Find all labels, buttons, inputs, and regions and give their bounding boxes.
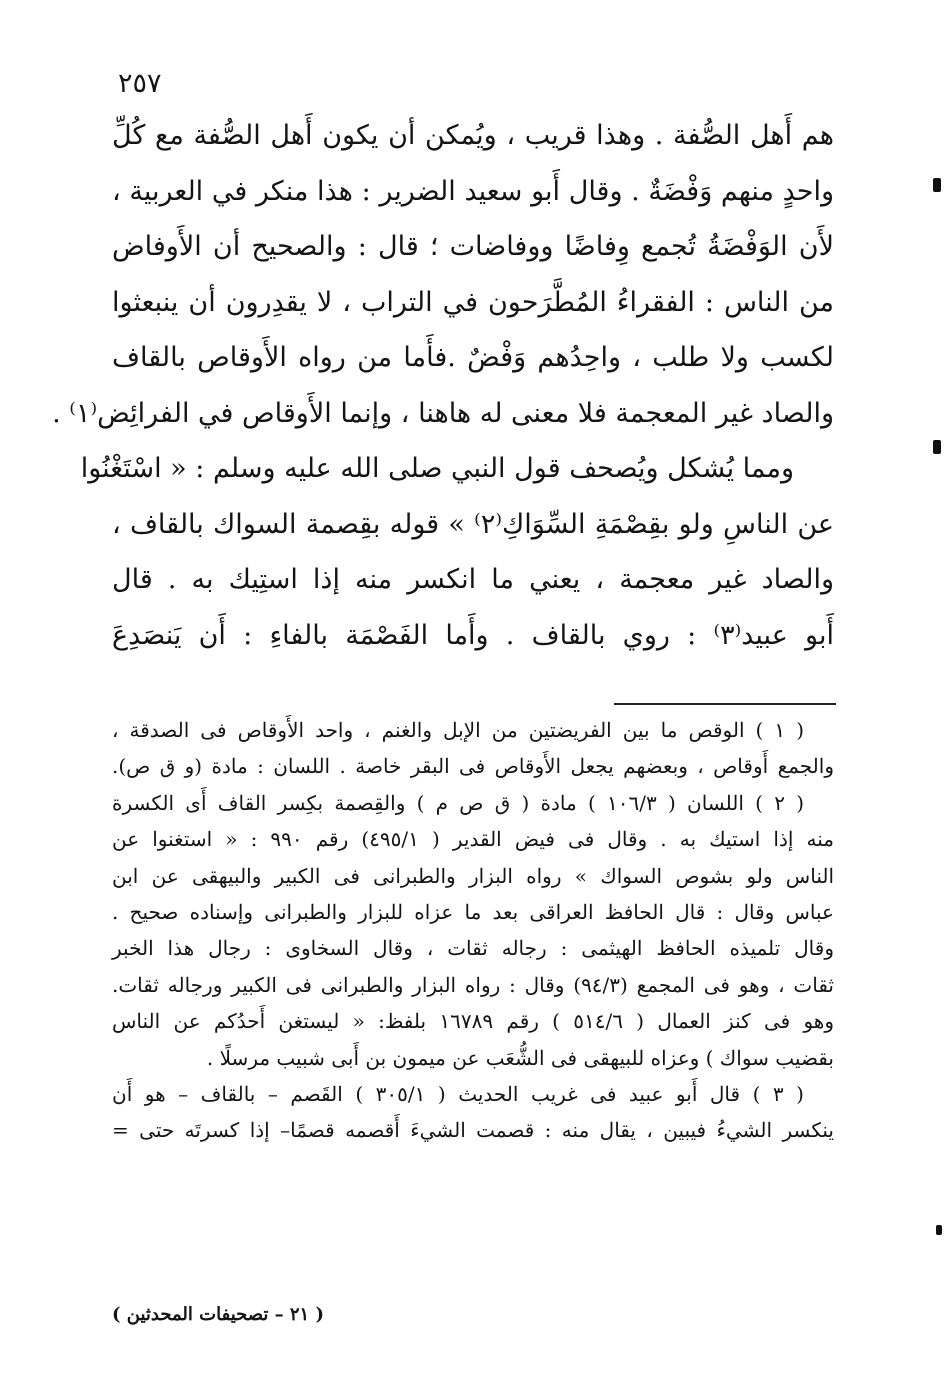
- margin-mark: [933, 440, 941, 454]
- footnote-separator: [614, 703, 836, 705]
- footnote-line: ينكسر الشيءُ فيبين ، يقال منه : قصمت الشيءَ أَقصمه قصمًا– إذا كسرتَه حتى =: [112, 1118, 834, 1143]
- footnotes-block: [112, 712, 834, 1149]
- footnote-line: بقضيب سواك ) وعزاه للبيهقى فى الشُّعَب عن ميمون بن أَبى شبيب مرسلًا .: [206, 1045, 834, 1070]
- main-text-line: واحدٍ منهم وَفْضَةٌ . وقال أَبو سعيد الضرير : هذا منكر في العربية ،: [112, 175, 834, 207]
- footnote-line: والجمع أَوقاص ، وبعضهم يجعل الأَوقاص فى البقر خاصة . اللسان : مادة (و ق ص).: [112, 754, 834, 779]
- signature-mark: ( ٢١ – تصحيفات المحدثين ): [112, 1304, 325, 1325]
- main-text-line: والصاد غير معجمة ، يعني ما انكسر منه إذا استِيك به . قال: [112, 564, 834, 595]
- main-text-line: عن الناسِ ولو بقِصْمَةِ السِّوَاكِ⁽٢⁾ » قوله بقِصمة السواك بالقاف ،: [112, 508, 834, 540]
- margin-mark: [933, 178, 941, 192]
- main-text-block: [52, 108, 834, 663]
- margin-mark: [936, 1225, 942, 1235]
- footnote-line: وهو فى كنز العمال ( ٥١٤/٦ ) رقم ١٦٧٨٩ بلفظ: « ليستغن أَحدُكم عن الناس: [112, 1009, 835, 1034]
- footnote-line: ( ٢ ) اللسان ( ١٠٦/٣ ) مادة ( ق ص م ) والقِصمة بكِسر القاف أَى الكسرة: [112, 790, 804, 815]
- main-text-line: لكسب ولا طلب ، واحِدُهم وَفْضٌ .فأَما من رواه الأَوقاص بالقاف: [112, 342, 834, 373]
- main-text-line: من الناس : الفقراءُ المُطَّرَحون في التراب ، لا يقدِرون أن ينبعثوا: [112, 286, 834, 318]
- footnote-line: ( ٣ ) قال أَبو عبيد فى غريب الحديث ( ٣٠٥/١ ) القَصم – بالقاف – هو أَن: [112, 1081, 804, 1106]
- footnote-line: وقال تلميذه الحافظ الهيثمى : رجاله ثقات ، وقال السخاوى : رجال هذا الخبر: [112, 936, 834, 961]
- footnote-line: الناس ولو بشوص السواك » رواه البزار والطبرانى فى الكبير والبيهقى عن ابن: [112, 863, 834, 888]
- footnote-line: ( ١ ) الوقص ما بين الفريضتين من الإبل والغنم ، واحد الأَوقاص فى الصدقة ،: [112, 718, 804, 742]
- main-text-line: هم أَهل الصُّفة . وهذا قريب ، ويُمكن أن يكون أَهل الصُّفة مع كُلِّ: [112, 120, 834, 151]
- page-number: ٢٥٧: [118, 68, 162, 99]
- main-text-line: أَبو عبيد⁽٣⁾ : روي بالقاف . وأَما الفَصْمَة بالفاءِ : أَن يَنصَدِعَ: [112, 619, 834, 651]
- footnote-line: منه إذا استيك به . وقال فى فيض القدير ( ٤٩٥/١) رقم ٩٩٠ : « استغنوا عن: [112, 827, 835, 852]
- main-text-line: والصاد غير المعجمة فلا معنى له هاهنا ، وإنما الأَوقاص في الفرائِض⁽١⁾ .: [52, 397, 834, 429]
- footnote-line: عباس وقال : قال الحافظ العراقى بعد ما عزاه للبزار والطبرانى وإسناده صحيح .: [112, 899, 834, 924]
- footnote-line: ثقات ، وهو فى المجمع (٩٤/٣) وقال : رواه البزار والطبرانى فى الكبير ورجاله ثقات.: [112, 972, 835, 997]
- main-text-line: لأَن الوَفْضَةُ تُجمع وِفاضًا ووفاضات ؛ قال : والصحيح أن الأَوفاض: [112, 231, 834, 262]
- main-text-line: ومما يُشكل ويُصحف قول النبي صلى الله عليه وسلم : « اسْتَغْنُوا: [80, 453, 794, 484]
